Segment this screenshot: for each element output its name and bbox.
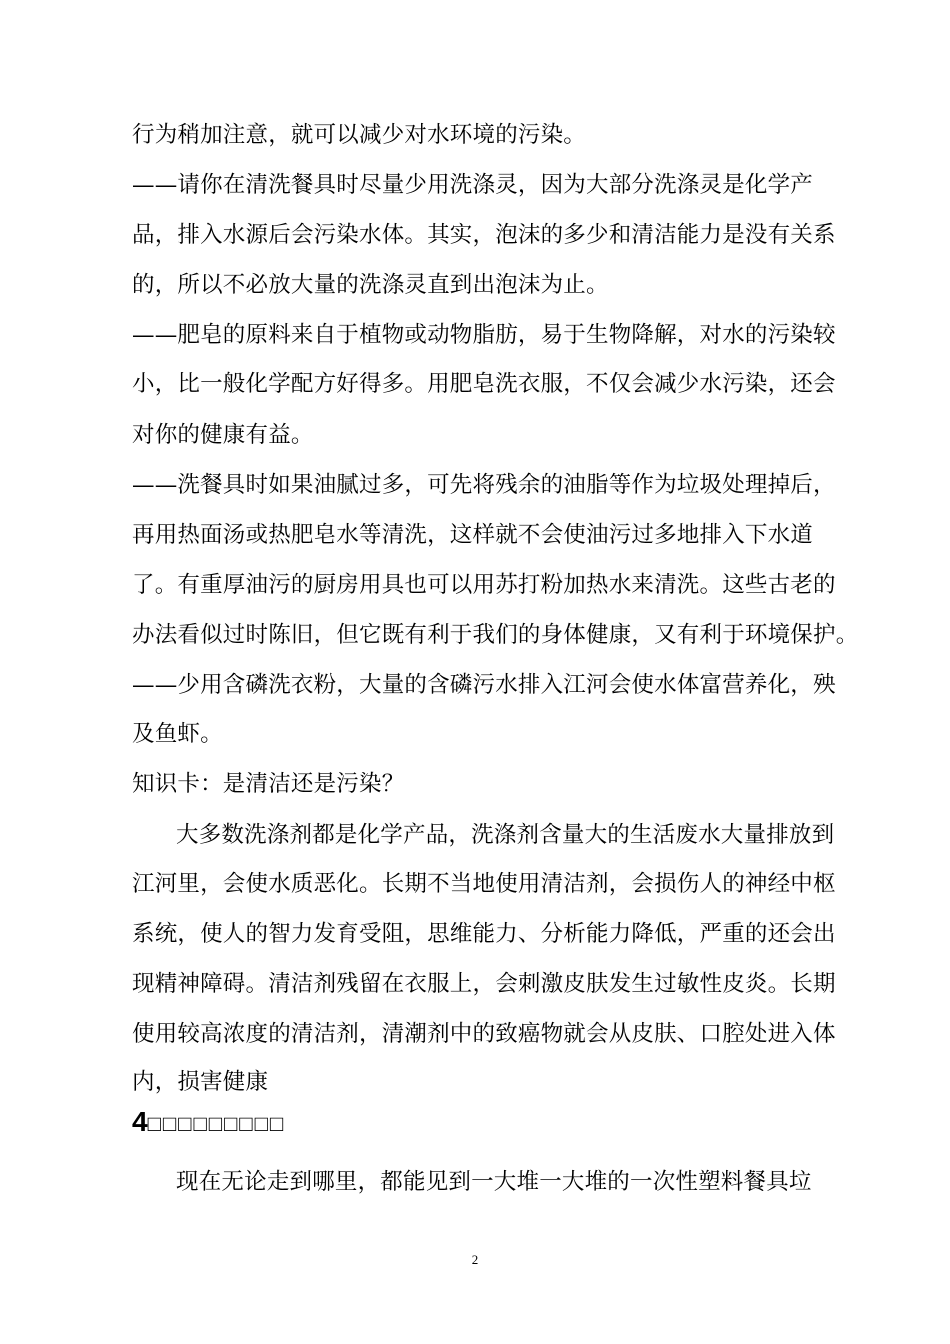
body-line: 系统，使人的智力发育受阻，思维能力、分析能力降低，严重的还会出 <box>132 921 836 947</box>
body-line: ——洗餐具时如果油腻过多，可先将残余的油脂等作为垃圾处理掉后， <box>132 472 836 498</box>
body-line: 现精神障碍。清洁剂残留在衣服上，会刺激皮肤发生过敏性皮炎。长期 <box>132 971 836 997</box>
body-line: 及鱼虾。 <box>132 721 223 747</box>
body-line: 小，比一般化学配方好得多。用肥皂洗衣服，不仅会减少水污染，还会 <box>132 371 836 397</box>
section-heading-garbled-text: □□□□□□□□□ <box>147 1111 286 1136</box>
body-line: ——肥皂的原料来自于植物或动物脂肪，易于生物降解，对水的污染较 <box>132 322 836 348</box>
body-line: 使用较高浓度的清洁剂，清潮剂中的致癌物就会从皮肤、口腔处进入体 <box>132 1021 836 1047</box>
body-line: 现在无论走到哪里，都能见到一大堆一大堆的一次性塑料餐具垃 <box>176 1169 812 1195</box>
section-heading <box>132 1104 285 1142</box>
body-line: 再用热面汤或热肥皂水等清洗，这样就不会使油污过多地排入下水道 <box>132 522 814 548</box>
body-line: ——少用含磷洗衣粉，大量的含磷污水排入江河会使水体富营养化，殃 <box>132 672 836 698</box>
body-line: 行为稍加注意，就可以减少对水环境的污染。 <box>132 122 587 148</box>
body-line: 办法看似过时陈旧，但它既有利于我们的身体健康，又有利于环境保护。 <box>132 622 859 648</box>
body-line: 内，损害健康 <box>132 1069 269 1095</box>
body-line: 江河里，会使水质恶化。长期不当地使用清洁剂，会损伤人的神经中枢 <box>132 871 836 897</box>
body-line: ——请你在清洗餐具时尽量少用洗涤灵，因为大部分洗涤灵是化学产 <box>132 172 814 198</box>
body-line: 的，所以不必放大量的洗涤灵直到出泡沫为止。 <box>132 272 609 298</box>
body-line: 品，排入水源后会污染水体。其实，泡沫的多少和清洁能力是没有关系 <box>132 222 836 248</box>
body-line: 对你的健康有益。 <box>132 422 314 448</box>
body-line: 了。有重厚油污的厨房用具也可以用苏打粉加热水来清洗。这些古老的 <box>132 572 836 598</box>
section-number: 4 <box>132 1106 148 1137</box>
body-line: 大多数洗涤剂都是化学产品，洗涤剂含量大的生活废水大量排放到 <box>176 822 835 848</box>
page-number: 2 <box>471 1252 479 1267</box>
knowledge-card-title: 知识卡：是清洁还是污染？ <box>132 771 405 797</box>
